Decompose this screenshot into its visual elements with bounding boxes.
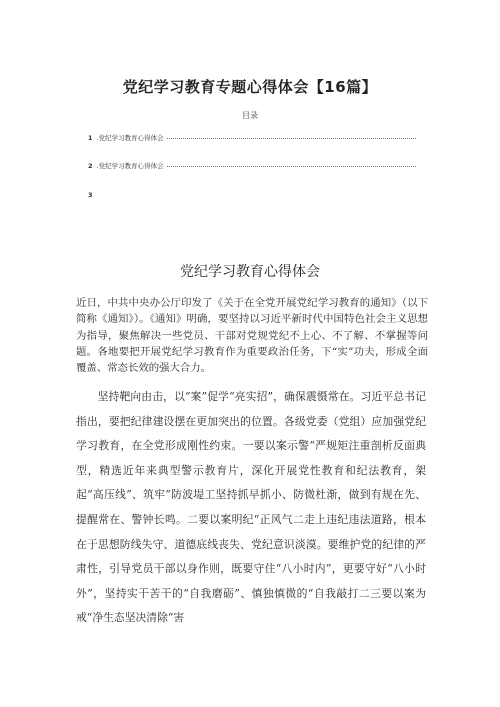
document-title: 党纪学习教育专题心得体会【16篇】 (122, 78, 378, 96)
toc-entry-number: 1 (88, 134, 93, 142)
body-paragraph: 坚持靶向由击，以“案”促学“亮实招”，确保震慑常在。习近平总书记指出，要把纪律建设摆在更加突出的位置。各级党委（党组）应加强党纪学习教育，在全党形成刚性约束。一要以案示警“严规矩注重剖析反面典型，精选近年来典型警示教育片，深化开展党性教育和纪法教育，架起“高压线”、筑牢“防波堤工坚持抓早抓小、防微杜渐，做到有规在先、提醒常在、警钟长鸣。二要以案明纪“正风气二走上违纪违法道路，根本在于思想防线失守、道德底线丧失、党纪意识淡漠。要维护党的纪律的严肃性，引导党员干部以身作则，既要守住“八小时内”，更要守好“八小时外”，坚持实干苦干的“自我磨砺”、慎独慎微的“自我敲打二三要以案为戒“净生态坚决清除“害 (76, 390, 426, 625)
toc-entry-label: .党纪学习教育心得体会 (96, 162, 164, 170)
toc-entry-number: 3 (88, 191, 93, 199)
toc-heading: 目录 (242, 111, 258, 120)
toc-leader-dots (167, 138, 416, 139)
toc-entry-label: .党纪学习教育心得体会 (96, 134, 164, 142)
body-paragraph: 近日，中共中央办公厅印发了《关于在全党开展党纪学习教育的通知》（以下简称《通知》）。《通知》明确，要坚持以习近平新时代中国特色社会主义思想为指导，聚焦解决一些党员、干部对党规党纪不上心、不了解、不掌握等问题。各地要把开展党纪学习教育作为重要政治任务，下“实”功夫，形成全面覆盖、常态长效的强大合力。 (76, 297, 428, 375)
toc-entry[interactable] (88, 187, 418, 199)
toc-entry-number: 2 (88, 162, 93, 170)
toc-entry[interactable] (88, 130, 418, 142)
section-title: 党纪学习教育心得体会 (180, 264, 320, 280)
toc-entry[interactable] (88, 158, 418, 170)
toc-leader-dots (167, 166, 416, 167)
